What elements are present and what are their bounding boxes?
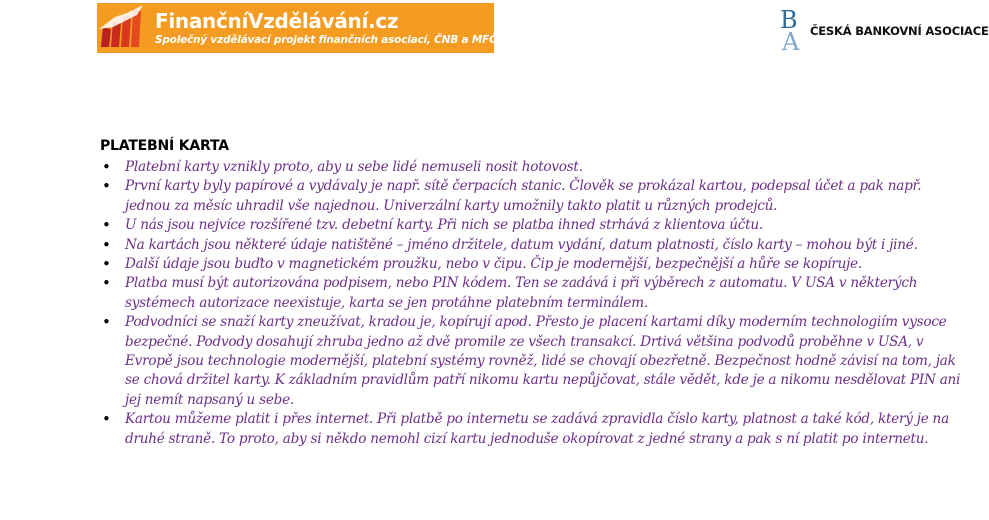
list-item: • Kartou můžeme platit i přes internet. Při platbě po internetu se zadává zpravidla číslo karty, platnost a také kód, který je na druhé straně. To proto, aby si někdo nemohl cizí kartu jednoduše okopírovat z jedné strany a pak s ní platit po internetu. (100, 410, 962, 449)
list-item: • Na kartách jsou některé údaje natištěné – jméno držitele, datum vydání, datum platnosti, číslo karty – mohou být i jiné. (100, 236, 962, 255)
financial-education-logo-icon (97, 3, 149, 53)
list-item: • První karty byly papírové a vydávaly je např. sítě čerpacích stanic. Člověk se prokázal kartou, podepsal účet a pak např. jednou za měsíc uhradil vše najednou. Univerzální karty umožnily takto platit u různých prodejců. (100, 177, 962, 216)
list-item: • U nás jsou nejvíce rozšířené tzv. debetní karty. Při nich se platba ihned strhává z klientova účtu. (100, 216, 962, 235)
svg-text:B: B (780, 6, 798, 34)
list-item: • Platba musí být autorizována podpisem, nebo PIN kódem. Ten se zadává i při výběrech z automatu. V USA v některých systémech autorizace neexistuje, karta se jen protáhne platebním terminálem. (100, 274, 962, 313)
list-item: • Podvodníci se snaží karty zneužívat, kradou je, kopírují apod. Přesto je placení kartami díky moderním technologiím vysoce bezpečné. Podvody dosahují zhruba jedno až dvě promile ze všech transakcí. Drtivá většina podvodů proběhne v USA, v Evropě jsou technologie modernější, platební systémy rovněž, lidé se chovají obezřetně. Bezpečnost hodně závisí na tom, jak se chová držitel karty. K základním pravidlům patří nikomu kartu nepůjčovat, stále vědět, kde je a nikomu nesdělovat PIN ani jej nemít napsaný u sebe. (100, 313, 962, 410)
logo-title: FinančníVzdělávání.cz (155, 9, 399, 33)
svg-text:A: A (782, 28, 800, 56)
logo-subtitle: Společný vzdělávací projekt finančních asociací, ČNB a MFČR (155, 34, 505, 46)
list-item: • Platební karty vznikly proto, aby u sebe lidé nemuseli nosit hotovost. (100, 158, 962, 177)
bullet-list (100, 158, 962, 449)
list-item: • Další údaje jsou buďto v magnetickém proužku, nebo v čipu. Čip je modernější, bezpečnější a hůře se kopíruje. (100, 255, 962, 274)
header-banner (97, 3, 505, 53)
cba-logo-icon (778, 6, 804, 56)
section-title: PLATEBNÍ KARTA (100, 138, 229, 154)
partner-name: ČESKÁ BANKOVNÍ ASOCIACE (810, 24, 989, 38)
